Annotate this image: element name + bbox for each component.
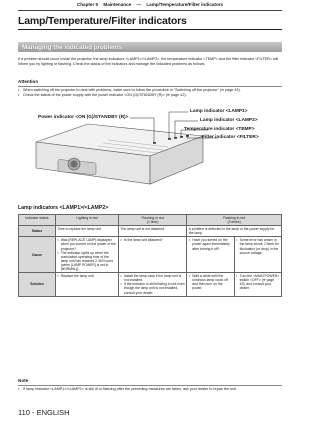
cause-item: • Is the lamp unit attached? <box>120 238 184 242</box>
temp-indicator-label: Temperature indicator <TEMP> <box>184 127 255 132</box>
solution-cell <box>118 273 186 296</box>
chapter-label: Chapter 5 <box>76 2 99 7</box>
cause-cell <box>118 237 186 273</box>
section-heading-text: Managing the indicated problems <box>22 43 123 51</box>
power-indicator-label: Power indicator <ON (G)/STANDBY (R)> <box>38 115 129 120</box>
chapter-header <box>0 2 300 7</box>
chapter-subsection: Lamp/Temperature/Filter indicators <box>146 2 224 7</box>
header-separator: — <box>136 2 142 7</box>
note-item: • If lamp indicator <LAMP1>/<LAMP2> is still lit or flashing after the preceding measures are taken, ask your dealer to repair the unit. <box>18 387 282 392</box>
attention-item: • Check the status of the power supply with the power indicator <ON (G)/STANDBY (R)> (➡ page 42). <box>18 93 282 98</box>
note-divider <box>18 385 282 386</box>
solution-item: • Install the lamp case if the lamp unit is not installed. <box>120 274 184 282</box>
solution-item: • If the indicator is still blinking in red even though the lamp unit is not installed, consult your dealer. <box>120 282 184 294</box>
attention-item: • When switching off the projector to deal with problems, make sure to follow the procedure in "Switching off the projector" (➡ page 43). <box>18 88 282 93</box>
projector-body <box>36 124 203 184</box>
note-list <box>18 387 282 392</box>
solution-cell <box>55 273 118 296</box>
lamp2-indicator-label: Lamp indicator <LAMP2> <box>200 118 258 123</box>
cause-item: • The indicator lights up when the cumulative operating time of the lamp unit has reached 2 300 hours (when [LAMP POWER] is set to [NORMAL]). <box>57 251 116 271</box>
page-number: 110 - ENGLISH <box>18 408 70 417</box>
header-divider <box>18 10 282 11</box>
attention-heading: Attention <box>18 79 39 84</box>
projector-diagram <box>18 104 282 194</box>
row-label-status: Status <box>19 226 56 237</box>
chapter-section: Maintenance <box>103 2 132 7</box>
cause-item: • Was [REPLACE LAMP] displayed when you turned on the power of the projector? <box>57 238 116 250</box>
cause-cell <box>234 237 281 273</box>
solution-cell <box>187 273 234 296</box>
cause-item: • Have you turned on the power again immediately after turning it off? <box>189 238 232 250</box>
header-indicator-status: Indicator status <box>19 215 56 226</box>
solution-cell <box>234 273 281 296</box>
header-flashing-1: Flashing in red (1 time) <box>118 215 186 226</box>
cause-cell <box>187 237 234 273</box>
note-heading: Note <box>18 378 29 383</box>
status-cell: Time to replace the lamp unit. <box>55 226 118 237</box>
solution-item: • Wait a while until the luminous lamp cools off and then turn on the power. <box>189 274 232 290</box>
status-cell: The lamp unit is not attached. <box>118 226 186 237</box>
row-label-cause: Cause <box>19 237 56 273</box>
attention-divider <box>18 86 282 87</box>
attention-list <box>18 88 282 98</box>
row-label-solution: Solution <box>19 273 56 296</box>
lamp-indicator-table <box>18 214 282 297</box>
cause-cell <box>55 237 118 273</box>
table-row <box>19 226 282 237</box>
table-title: Lamp indicators <LAMP1>/<LAMP2> <box>18 205 109 211</box>
section-heading <box>18 42 282 52</box>
lamp1-indicator-label: Lamp indicator <LAMP1> <box>190 109 248 114</box>
table-row <box>19 237 282 273</box>
cause-item: • Some error has arisen in the lamp circuit. Check for fluctuation (or drop) in the source voltage. <box>236 238 279 254</box>
filter-indicator-label: Filter indicator <FILTER> <box>202 135 259 140</box>
page-title: Lamp/Temperature/Filter indicators <box>18 15 282 30</box>
header-lighting-red: Lighting in red <box>55 215 118 226</box>
header-flashing-3: Flashing in red (3 times) <box>187 215 282 226</box>
status-cell: A problem is detected in the lamp or the power supply for the lamp. <box>187 226 282 237</box>
solution-item: • Replace the lamp unit. <box>57 274 116 278</box>
table-header-row <box>19 215 282 226</box>
solution-item: • Turn the <MAIN POWER> switch <OFF> (➡ page 43), and consult your dealer. <box>236 274 279 290</box>
intro-paragraph: If a problem should occur inside the projector, the lamp indicators <LAMP1>/<LAMP2>, the temperature indicator <TEMP> and the filter indicator <FILTER> will inform you by lighting or flashing. Check the status of the indicators and manage the indicated problems as follows. <box>18 57 279 66</box>
table-row <box>19 273 282 296</box>
